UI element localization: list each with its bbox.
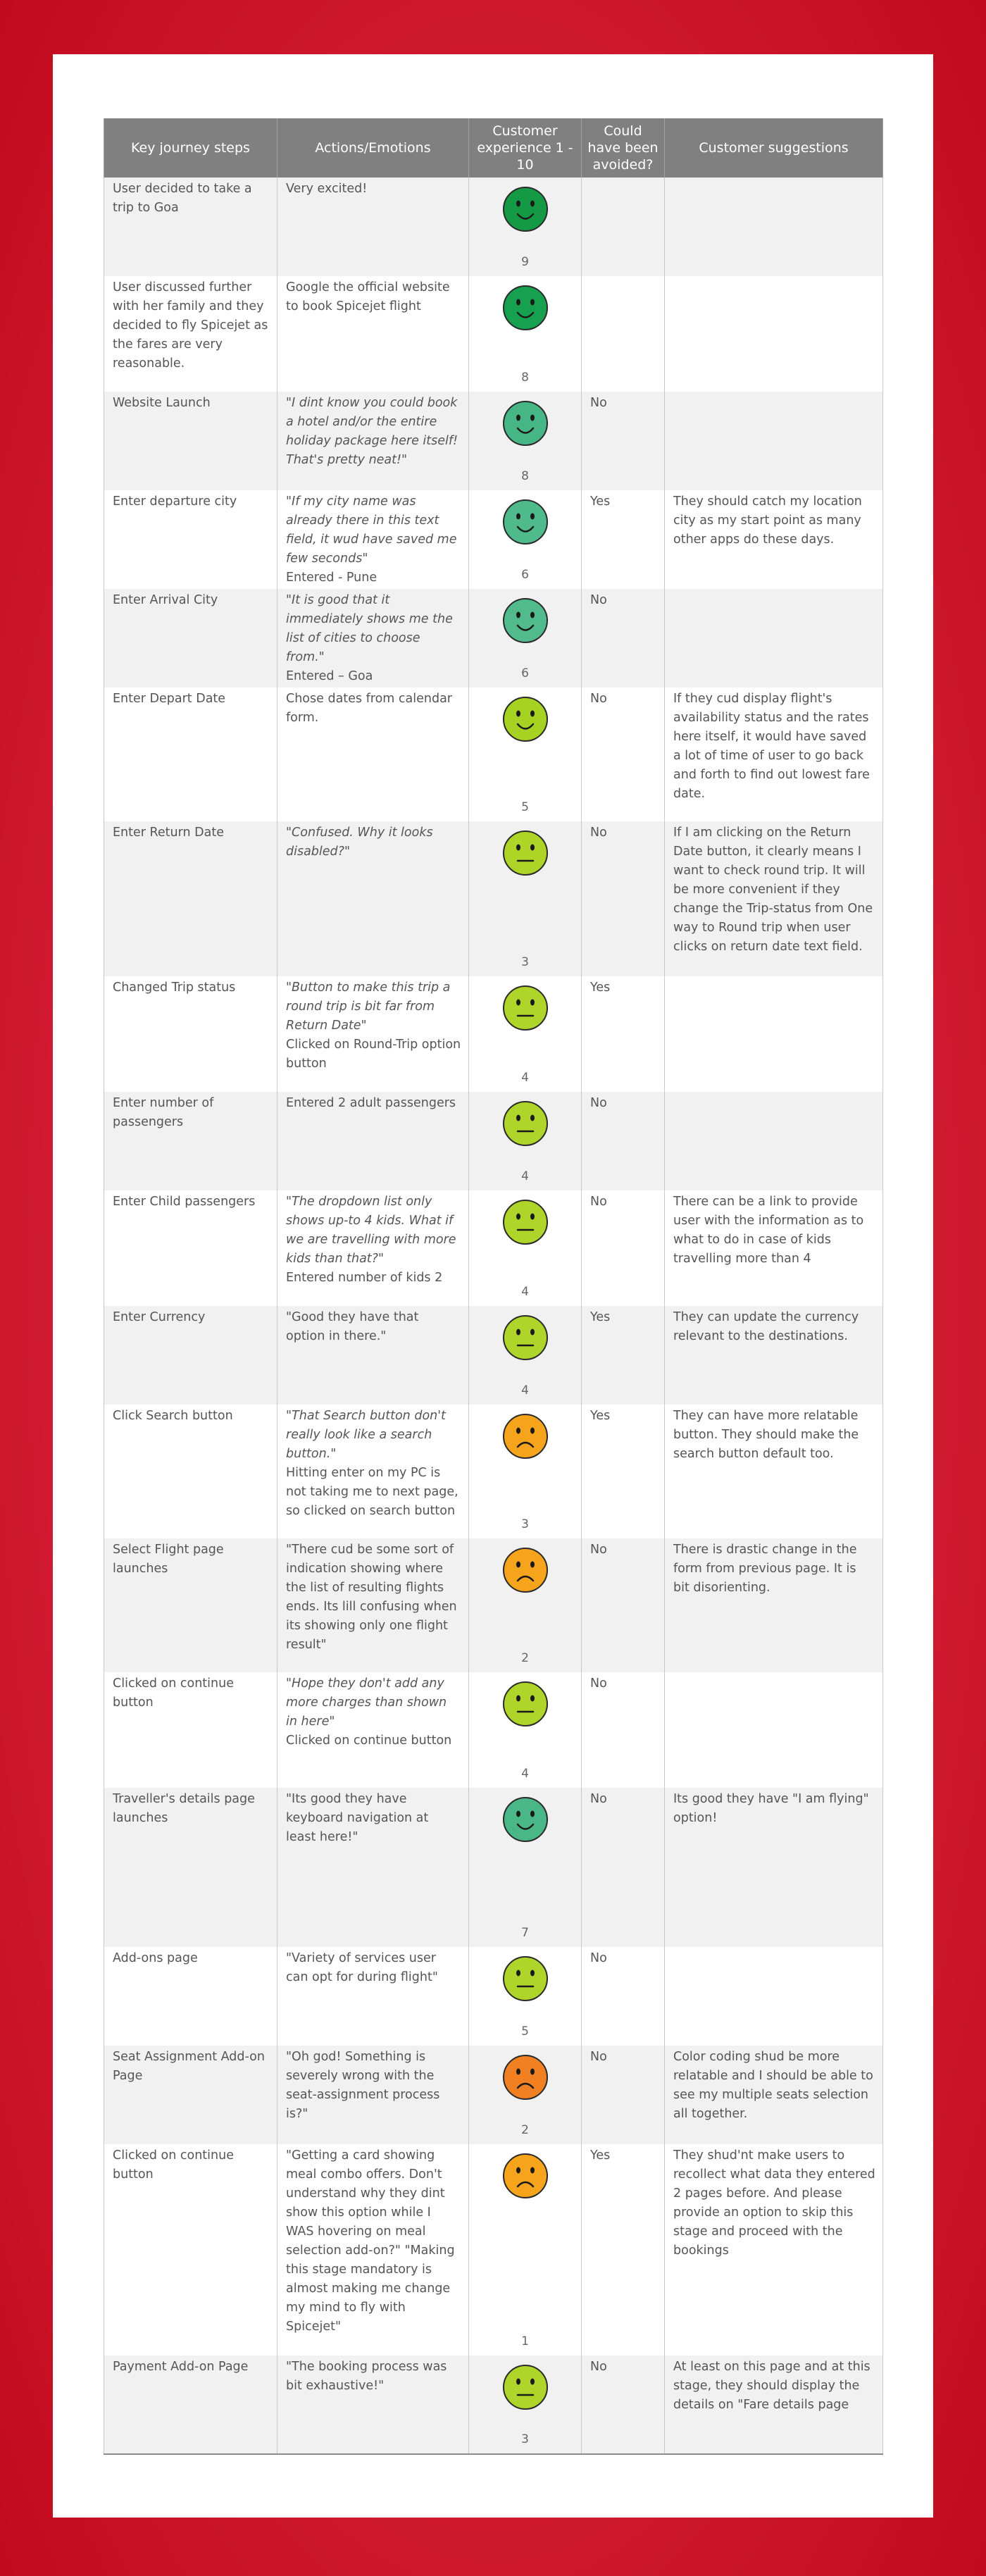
neutral-face-icon xyxy=(502,1100,549,1147)
experience-cell xyxy=(469,276,582,392)
action-quote: "Hope they don't add any more charges than shown in here" xyxy=(286,1676,447,1729)
experience-cell xyxy=(469,2046,582,2144)
table-row xyxy=(104,1190,883,1306)
happy-face-icon xyxy=(502,400,549,447)
journey-table xyxy=(104,118,883,2455)
table-row xyxy=(104,1672,883,1788)
experience-score: 6 xyxy=(521,568,529,582)
avoided-cell xyxy=(582,687,665,821)
avoided-text: No xyxy=(590,1676,607,1691)
experience-score: 3 xyxy=(521,955,529,969)
avoided-cell xyxy=(582,1405,665,1538)
table-row xyxy=(104,178,883,276)
suggestion-cell xyxy=(665,276,883,392)
suggestion-cell xyxy=(665,1947,883,2046)
header-actions: Actions/Emotions xyxy=(277,118,469,178)
action-cell xyxy=(277,976,469,1092)
avoided-cell xyxy=(582,1947,665,2046)
experience-cell xyxy=(469,976,582,1092)
action-cell xyxy=(277,392,469,490)
avoided-text: No xyxy=(590,2360,607,2374)
table-row xyxy=(104,276,883,392)
avoided-cell xyxy=(582,821,665,976)
suggestion-cell xyxy=(665,178,883,276)
suggestion-cell xyxy=(665,2356,883,2454)
header-suggestions: Customer suggestions xyxy=(665,118,883,178)
happy-face-icon xyxy=(502,597,549,644)
avoided-text: No xyxy=(590,692,607,706)
step-text: Enter Depart Date xyxy=(113,692,226,706)
experience-score: 2 xyxy=(521,2123,529,2137)
sad-face-icon xyxy=(502,1413,549,1460)
experience-cell xyxy=(469,1538,582,1672)
table-row xyxy=(104,1538,883,1672)
step-text: Website Launch xyxy=(113,396,211,410)
step-cell xyxy=(104,178,277,276)
step-text: Click Search button xyxy=(113,1409,233,1423)
action-cell xyxy=(277,1405,469,1538)
experience-cell xyxy=(469,1947,582,2046)
avoided-text: Yes xyxy=(590,981,611,995)
avoided-cell xyxy=(582,1306,665,1405)
suggestion-text: There is drastic change in the form from previous page. It is bit disorienting. xyxy=(673,1543,857,1595)
step-cell xyxy=(104,821,277,976)
avoided-text: No xyxy=(590,1543,607,1557)
suggestion-text: At least on this page and at this stage, they should display the details on "Fare details page xyxy=(673,2360,870,2412)
action-cell xyxy=(277,1092,469,1190)
action-text: Entered 2 adult passengers xyxy=(286,1096,456,1110)
suggestion-cell xyxy=(665,2144,883,2356)
step-text: Changed Trip status xyxy=(113,981,236,995)
experience-cell xyxy=(469,1672,582,1788)
suggestion-cell xyxy=(665,2046,883,2144)
action-cell xyxy=(277,276,469,392)
avoided-cell xyxy=(582,178,665,276)
suggestion-text: Its good they have "I am flying" option! xyxy=(673,1792,869,1825)
table-header-row xyxy=(104,118,883,178)
action-cell xyxy=(277,1190,469,1306)
suggestion-text: If I am clicking on the Return Date button, it clearly means I want to check round trip. It will be more convenient if they change the Trip-status from One way to Round trip when user clicks on return date text field. xyxy=(673,826,873,954)
avoided-cell xyxy=(582,1538,665,1672)
action-cell xyxy=(277,1947,469,2046)
experience-score: 1 xyxy=(521,2334,529,2348)
step-cell xyxy=(104,2356,277,2454)
document-page xyxy=(53,54,933,2518)
avoided-cell xyxy=(582,276,665,392)
action-cell xyxy=(277,821,469,976)
avoided-text: No xyxy=(590,1951,607,1965)
table-row xyxy=(104,1092,883,1190)
neutral-face-icon xyxy=(502,2364,549,2410)
experience-cell xyxy=(469,1190,582,1306)
experience-score: 4 xyxy=(521,1169,529,1183)
table-row xyxy=(104,2356,883,2454)
action-text: "Its good they have keyboard navigation at least here!" xyxy=(286,1792,429,1844)
experience-score: 8 xyxy=(521,371,529,385)
action-text: Clicked on continue button xyxy=(286,1734,452,1748)
action-text: Chose dates from calendar form. xyxy=(286,692,452,725)
suggestion-cell xyxy=(665,392,883,490)
experience-score: 6 xyxy=(521,666,529,680)
step-text: Enter Currency xyxy=(113,1310,206,1324)
step-cell xyxy=(104,976,277,1092)
action-cell xyxy=(277,1538,469,1672)
action-cell xyxy=(277,1788,469,1947)
suggestion-cell xyxy=(665,589,883,687)
action-text: Hitting enter on my PC is not taking me to next page, so clicked on search button xyxy=(286,1466,458,1518)
table-row xyxy=(104,2144,883,2356)
step-text: Seat Assignment Add-on Page xyxy=(113,2050,265,2083)
action-text: "Good they have that option in there." xyxy=(286,1310,419,1343)
sad-face-icon xyxy=(502,2054,549,2101)
experience-cell xyxy=(469,687,582,821)
step-cell xyxy=(104,589,277,687)
action-cell xyxy=(277,2046,469,2144)
experience-cell xyxy=(469,589,582,687)
suggestion-cell xyxy=(665,1306,883,1405)
action-text: Entered - Pune xyxy=(286,571,377,585)
suggestion-text: They can have more relatable button. They should make the search button default too. xyxy=(673,1409,859,1461)
suggestion-cell xyxy=(665,1672,883,1788)
suggestion-cell xyxy=(665,1538,883,1672)
avoided-text: Yes xyxy=(590,494,611,509)
experience-cell xyxy=(469,1306,582,1405)
table-row xyxy=(104,821,883,976)
step-text: Enter departure city xyxy=(113,494,237,509)
step-cell xyxy=(104,2144,277,2356)
action-quote: "The dropdown list only shows up-to 4 kids. What if we are travelling with more kids than that?" xyxy=(286,1195,456,1266)
experience-score: 5 xyxy=(521,2024,529,2039)
experience-cell xyxy=(469,2144,582,2356)
experience-cell xyxy=(469,392,582,490)
step-cell xyxy=(104,687,277,821)
step-text: Payment Add-on Page xyxy=(113,2360,249,2374)
action-cell xyxy=(277,178,469,276)
suggestion-cell xyxy=(665,976,883,1092)
action-cell xyxy=(277,490,469,589)
step-text: Clicked on continue button xyxy=(113,1676,234,1710)
action-text: Very excited! xyxy=(286,182,368,196)
action-quote: "If my city name was already there in this text field, it wud have saved me few seconds" xyxy=(286,494,457,566)
step-text: Enter Arrival City xyxy=(113,593,218,607)
suggestion-text: If they cud display flight's availability status and the rates here itself, it would have saved a lot of time of user to go back and forth to find out lowest fare date. xyxy=(673,692,870,801)
avoided-text: No xyxy=(590,826,607,840)
step-cell xyxy=(104,1538,277,1672)
avoided-text: Yes xyxy=(590,1310,611,1324)
header-steps: Key journey steps xyxy=(104,118,277,178)
table-row xyxy=(104,589,883,687)
table-row xyxy=(104,976,883,1092)
step-cell xyxy=(104,1672,277,1788)
suggestion-text: There can be a link to provide user with the information as to what to do in case of kids travelling more than 4 xyxy=(673,1195,864,1266)
experience-cell xyxy=(469,490,582,589)
avoided-cell xyxy=(582,976,665,1092)
action-text: "Oh god! Something is severely wrong with the seat-assignment process is?" xyxy=(286,2050,440,2121)
table-row xyxy=(104,687,883,821)
happy-face-icon xyxy=(502,499,549,545)
experience-score: 8 xyxy=(521,469,529,483)
neutral-face-icon xyxy=(502,1199,549,1245)
happy-face-icon xyxy=(502,186,549,232)
action-text: "Variety of services user can opt for during flight" xyxy=(286,1951,438,1984)
experience-cell xyxy=(469,2356,582,2454)
step-text: Enter Return Date xyxy=(113,826,224,840)
action-text: Clicked on Round-Trip option button xyxy=(286,1038,461,1071)
step-cell xyxy=(104,1947,277,2046)
action-cell xyxy=(277,2356,469,2454)
experience-score: 4 xyxy=(521,1071,529,1085)
avoided-cell xyxy=(582,2356,665,2454)
avoided-cell xyxy=(582,1672,665,1788)
suggestion-text: Color coding shud be more relatable and I should be able to see my multiple seats selection all together. xyxy=(673,2050,873,2121)
suggestion-cell xyxy=(665,1788,883,1947)
experience-score: 3 xyxy=(521,1517,529,1531)
happy-face-icon xyxy=(502,696,549,742)
neutral-face-icon xyxy=(502,1955,549,2002)
action-cell xyxy=(277,589,469,687)
experience-cell xyxy=(469,1405,582,1538)
avoided-cell xyxy=(582,392,665,490)
avoided-cell xyxy=(582,2046,665,2144)
suggestion-cell xyxy=(665,1405,883,1538)
step-cell xyxy=(104,276,277,392)
experience-score: 7 xyxy=(521,1926,529,1940)
step-cell xyxy=(104,1788,277,1947)
experience-cell xyxy=(469,178,582,276)
suggestion-text: They should catch my location city as my start point as many other apps do these days. xyxy=(673,494,862,547)
avoided-cell xyxy=(582,490,665,589)
action-text: Entered – Goa xyxy=(286,669,373,683)
avoided-text: No xyxy=(590,1792,607,1806)
table-row xyxy=(104,1788,883,1947)
sad-face-icon xyxy=(502,1547,549,1593)
action-text: Google the official website to book Spicejet flight xyxy=(286,280,450,313)
action-cell xyxy=(277,687,469,821)
action-cell xyxy=(277,2144,469,2356)
experience-score: 2 xyxy=(521,1651,529,1665)
step-text: Enter Child passengers xyxy=(113,1195,256,1209)
step-cell xyxy=(104,1405,277,1538)
step-cell xyxy=(104,1092,277,1190)
experience-cell xyxy=(469,1092,582,1190)
header-experience: Customer experience 1 - 10 xyxy=(469,118,582,178)
suggestion-cell xyxy=(665,490,883,589)
experience-score: 9 xyxy=(521,255,529,269)
step-text: User decided to take a trip to Goa xyxy=(113,182,252,215)
action-text: "Getting a card showing meal combo offers. Don't understand why they dint show this option while I WAS hovering on meal selection add-on?" "Making this stage mandatory is almost making me change my mind to fly with Spicejet" xyxy=(286,2148,455,2334)
experience-score: 4 xyxy=(521,1383,529,1398)
experience-cell xyxy=(469,1788,582,1947)
table-row xyxy=(104,1947,883,2046)
table-row xyxy=(104,1306,883,1405)
step-text: User discussed further with her family and they decided to fly Spicejet as the fares are very reasonable. xyxy=(113,280,268,371)
action-quote: "That Search button don't really look like a search button." xyxy=(286,1409,446,1461)
avoided-cell xyxy=(582,1092,665,1190)
happy-face-icon xyxy=(502,1796,549,1843)
table-row xyxy=(104,490,883,589)
avoided-cell xyxy=(582,1190,665,1306)
header-avoided: Could have been avoided? xyxy=(582,118,665,178)
step-text: Traveller's details page launches xyxy=(113,1792,255,1825)
action-text: "There cud be some sort of indication showing where the list of resulting flights ends. Its lill confusing when its showing only one flight result" xyxy=(286,1543,457,1652)
experience-score: 5 xyxy=(521,800,529,814)
avoided-cell xyxy=(582,1788,665,1947)
experience-score: 4 xyxy=(521,1767,529,1781)
experience-score: 3 xyxy=(521,2432,529,2446)
experience-score: 4 xyxy=(521,1285,529,1299)
action-text: Entered number of kids 2 xyxy=(286,1271,443,1285)
avoided-text: Yes xyxy=(590,2148,611,2163)
action-quote: "I dint know you could book a hotel and/or the entire holiday package here itself! That's pretty neat!" xyxy=(286,396,458,467)
avoided-text: No xyxy=(590,2050,607,2064)
step-text: Clicked on continue button xyxy=(113,2148,234,2182)
happy-face-icon xyxy=(502,285,549,331)
step-cell xyxy=(104,2046,277,2144)
avoided-text: No xyxy=(590,1096,607,1110)
step-cell xyxy=(104,1306,277,1405)
step-cell xyxy=(104,1190,277,1306)
suggestion-text: They can update the currency relevant to the destinations. xyxy=(673,1310,859,1343)
table-row xyxy=(104,392,883,490)
suggestion-cell xyxy=(665,821,883,976)
suggestion-cell xyxy=(665,1190,883,1306)
action-cell xyxy=(277,1306,469,1405)
neutral-face-icon xyxy=(502,830,549,876)
suggestion-cell xyxy=(665,1092,883,1190)
step-text: Add-ons page xyxy=(113,1951,198,1965)
avoided-text: Yes xyxy=(590,1409,611,1423)
avoided-text: No xyxy=(590,396,607,410)
suggestion-text: They shud'nt make users to recollect what data they entered 2 pages before. And please provide an option to skip this stage and proceed with the bookings xyxy=(673,2148,875,2258)
neutral-face-icon xyxy=(502,1681,549,1727)
avoided-text: No xyxy=(590,593,607,607)
avoided-cell xyxy=(582,2144,665,2356)
action-quote: "Button to make this trip a round trip is bit far from Return Date" xyxy=(286,981,451,1033)
table-row xyxy=(104,2046,883,2144)
action-text: "The booking process was bit exhaustive!" xyxy=(286,2360,447,2393)
step-text: Enter number of passengers xyxy=(113,1096,214,1129)
avoided-text: No xyxy=(590,1195,607,1209)
action-cell xyxy=(277,1672,469,1788)
table-row xyxy=(104,1405,883,1538)
step-cell xyxy=(104,490,277,589)
suggestion-cell xyxy=(665,687,883,821)
avoided-cell xyxy=(582,589,665,687)
sad-face-icon xyxy=(502,2153,549,2199)
neutral-face-icon xyxy=(502,985,549,1031)
step-cell xyxy=(104,392,277,490)
action-quote: "It is good that it immediately shows me the list of cities to choose from." xyxy=(286,593,453,664)
neutral-face-icon xyxy=(502,1314,549,1361)
step-text: Select Flight page launches xyxy=(113,1543,224,1576)
action-quote: "Confused. Why it looks disabled?" xyxy=(286,826,433,859)
experience-cell xyxy=(469,821,582,976)
